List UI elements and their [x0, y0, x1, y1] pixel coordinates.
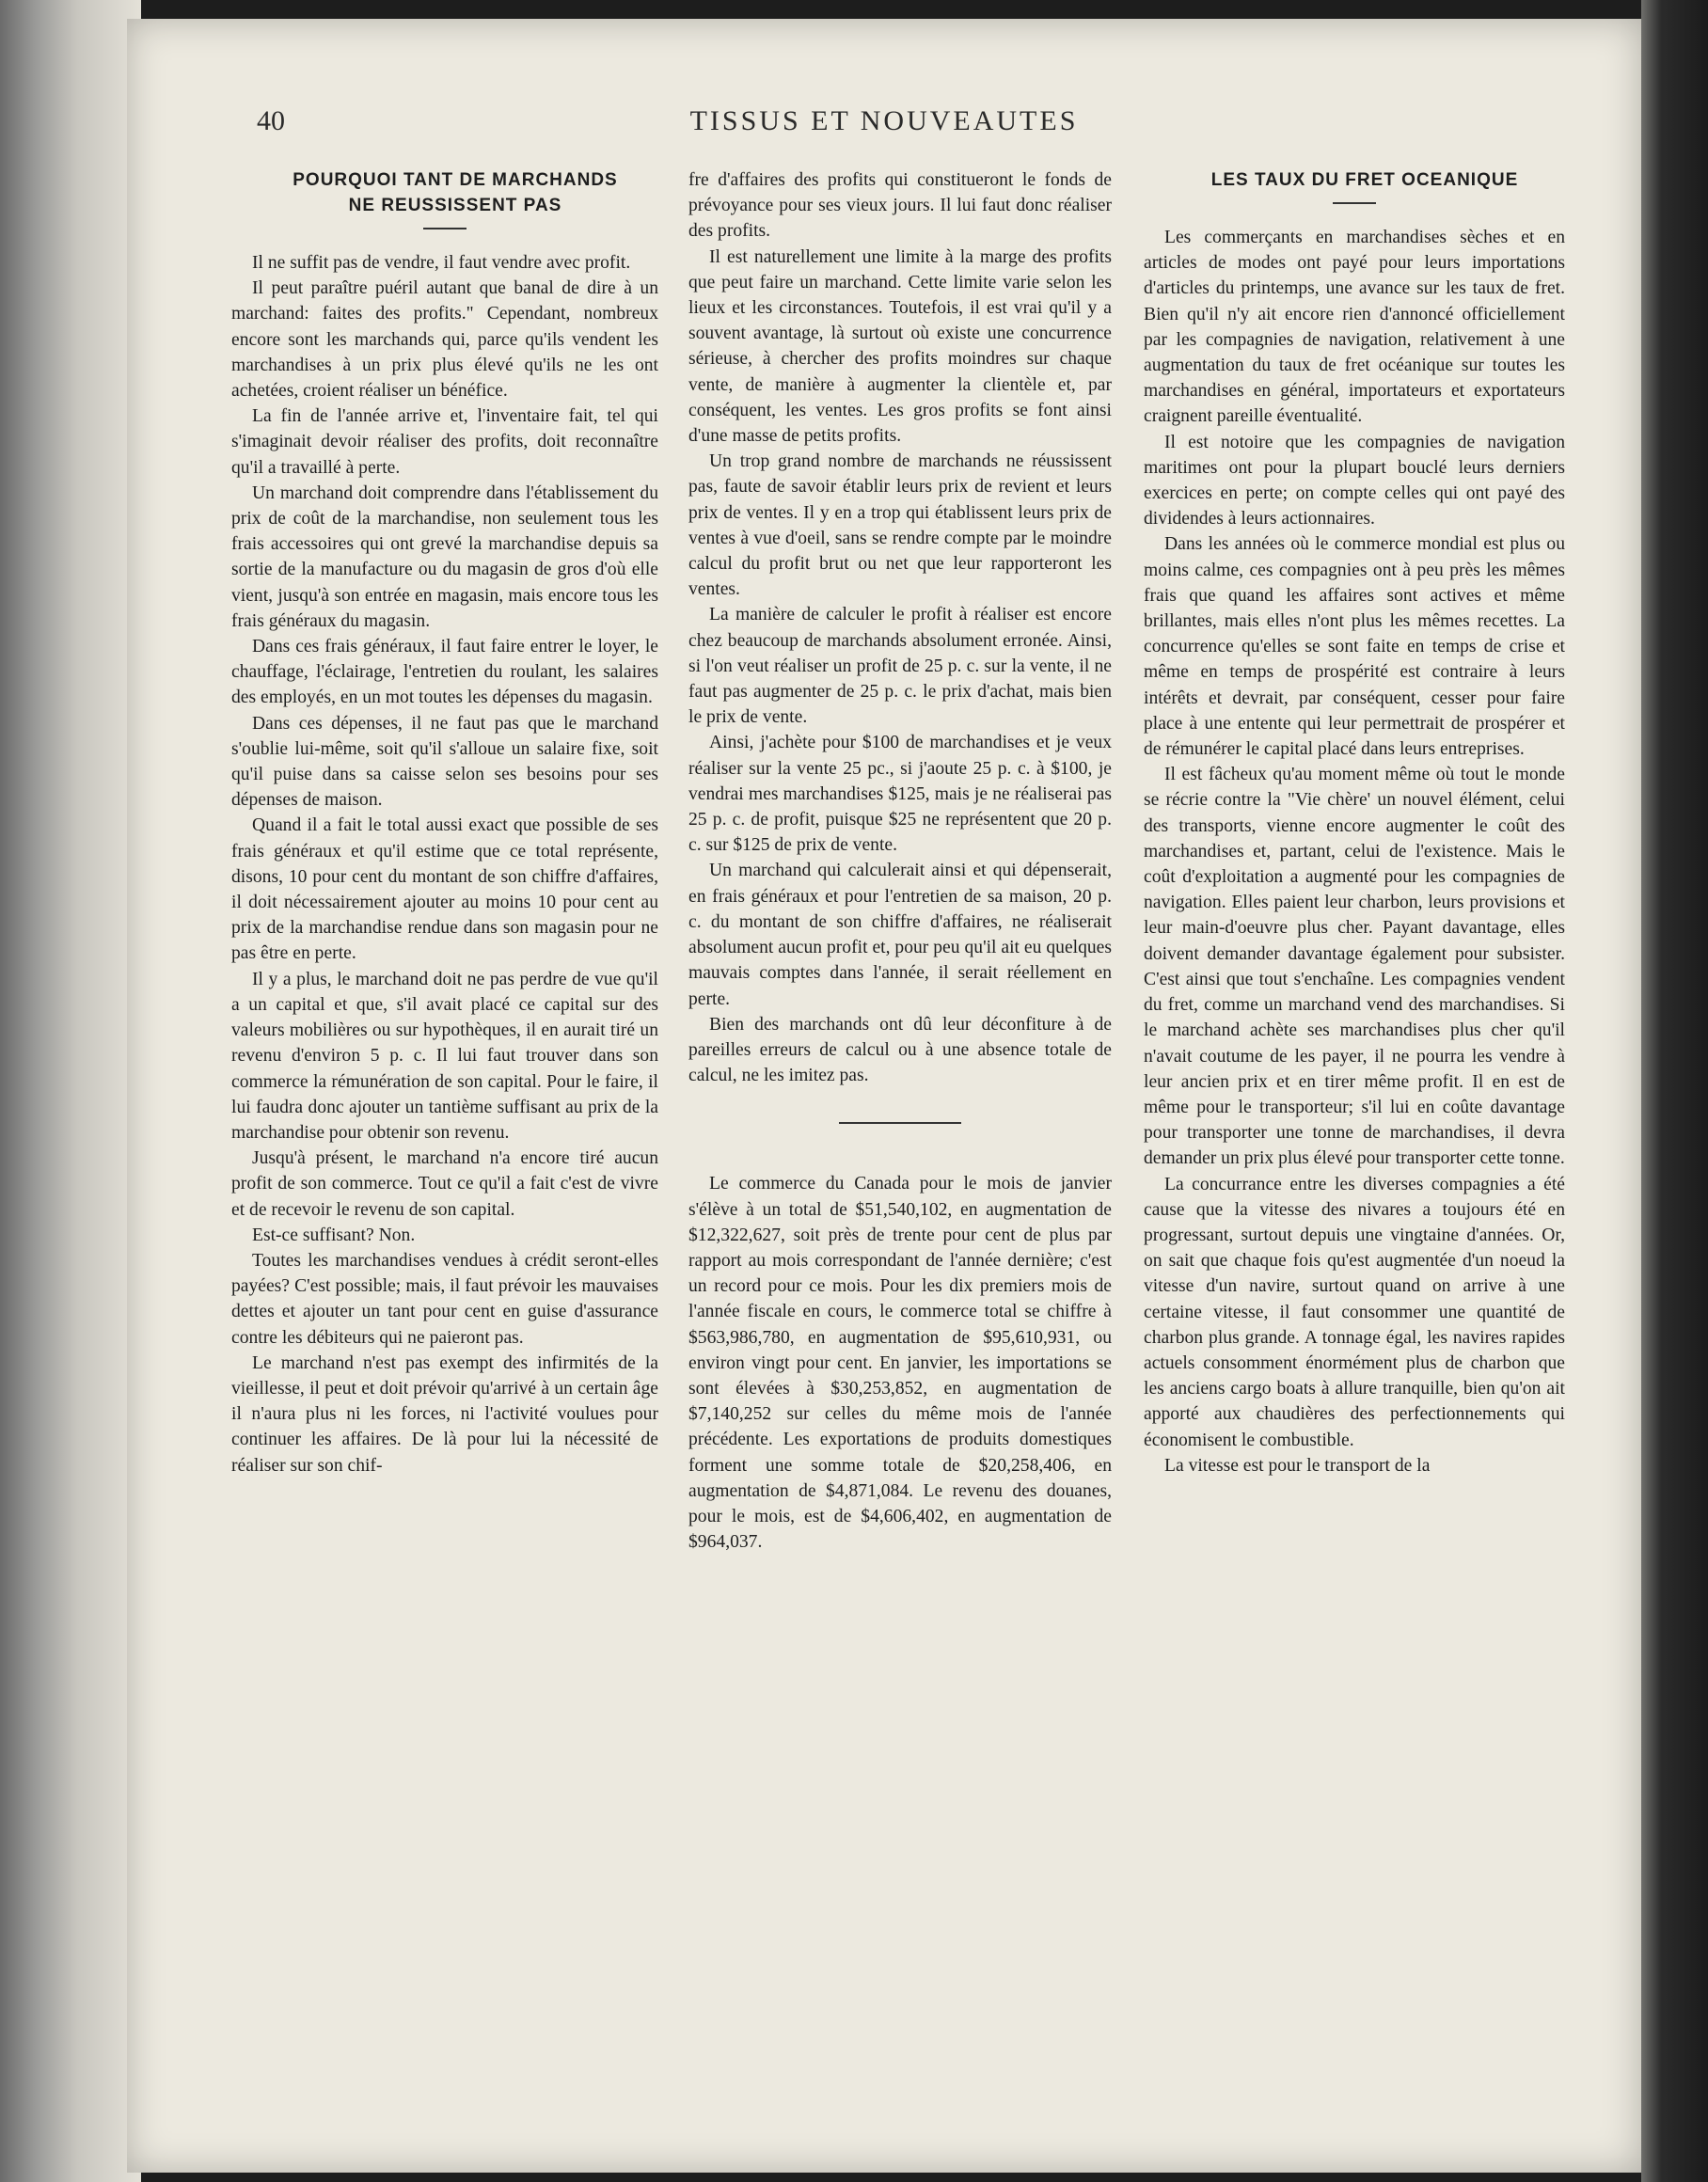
paragraph: Les commerçants en marchandises sèches et en articles de modes ont payé pour leurs importations d'articles du printemps, une avance sur les taux de fret. Bien qu'il n'y ait encore rien d'annoncé officiellement par les compagnies de navigation, relativement à une augmentation du taux de fret océanique sur toutes les marchandises en général, importateurs et exportateurs craignent pareille éventualité. [1144, 228, 1565, 427]
title-rule [1333, 202, 1376, 204]
title-rule [423, 228, 467, 229]
paragraph: Il y a plus, le marchand doit ne pas perdre de vue qu'il a un capital et que, s'il avait placé ce capital sur des valeurs mobilières ou sur hypothèques, il en aurait tiré un revenu d'environ 5 p. c. Il lui faut trouver dans son commerce la rémunération de son capital. Pour le faire, il lui faudra donc ajouter un tantième suffisant au prix de la marchandise pour obtenir son revenu. [231, 969, 658, 1143]
paragraph: Est-ce suffisant? Non. [252, 1225, 416, 1245]
paragraph: Il est fâcheux qu'au moment même où tout le monde se récrie contre la "Vie chère' un nouvel élément, celui des transports, vienne encore augmenter le coût des marchandises et, partant, celui de l'existence. Mais le coût d'exploitation a augmenté pour les compagnies de navigation. Elles paient leur charbon, leurs provisions et leur main-d'oeuvre plus cher. Payant davantage, elles doivent demander davantage également pour subsister. C'est ainsi que tout s'enchaîne. Les compagnies vendent du fret, comme un marchand vend des marchandises. Si le marchand achète ses marchandises plus cher qu'il n'avait coutume de les payer, il ne pourra les vendre à leur ancien prix et en tirer même profit. Il en est de même pour le transporteur; s'il lui en coûte davantage pour transporter une tonne de marchandises, il devra demander un prix plus élevé pour transporter cette tonne. [1144, 765, 1565, 1169]
book-binding-edge [0, 0, 141, 2182]
paragraph: Le commerce du Canada pour le mois de janvier s'élève à un total de $51,540,102, en augmentation de $12,322,627, soit près de trente pour cent de plus par rapport au mois correspondant de l'année dernière; c'est un record pour ce mois. Pour les dix premiers mois de l'année fiscale en cours, le commerce total se chiffre à $563,986,780, en augmentation de $95,610,931, ou environ vingt pour cent. En janvier, les importations se sont élevées à $30,253,852, en augmentation de $7,140,252 sur celles du même mois de l'année précédente. Les exportations de produits domestiques forment une somme totale de $20,258,406, en augmentation de $4,871,084. Le revenu des douanes, pour le mois, est de $4,606,402, en augmentation de $964,037. [688, 1174, 1112, 1553]
paragraph: La vitesse est pour le transport de la [1164, 1455, 1431, 1476]
paragraph: Il est notoire que les compagnies de navigation maritimes ont pour la plupart bouclé leurs derniers exercices en perte; on compte celles qui ont payé des dividendes à leurs actionnaires. [1144, 432, 1565, 530]
article-title-line-2: NE REUSSISSENT PAS [348, 196, 562, 215]
page-header [127, 105, 1641, 152]
paragraph: Dans les années où le commerce mondial est plus ou moins calme, ces compagnies ont à peu près les mêmes frais que quand les affaires sont actives et même brillantes, mais elles n'ont plus les mêmes recettes. La concurrence qu'elles se sont faite en temps de crise et même en temps de prospérité est contraire à leurs intérêts et devrait, par conséquent, cesser pour faire place à une entente qui leur permettrait de prospérer et de rémunérer le capital placé dans leurs entreprises. [1144, 534, 1565, 760]
paragraph: Quand il a fait le total aussi exact que possible de ses frais généraux et qu'il estime que ce total représente, disons, 10 pour cent du montant de son chiffre d'affaires, il doit nécessairement ajouter au moins 10 pour cent au prix de la marchandise rendue dans son magasin pour ne pas être en perte. [231, 815, 658, 964]
section-divider-rule [839, 1122, 961, 1124]
paragraph: Dans ces frais généraux, il faut faire entrer le loyer, le chauffage, l'éclairage, l'entretien du roulant, les salaires des employés, en un mot toutes les dépenses du magasin. [231, 637, 658, 708]
paragraph: Ainsi, j'achète pour $100 de marchandises et je veux réaliser sur la vente 25 pc., si j'aoute 25 p. c. à $100, je vendrai mes marchandises $125, mais je ne réaliserai pas 25 p. c. de profit, puisque $25 ne représentent que 20 p. c. sur $125 de prix de vente. [688, 733, 1112, 856]
paragraph: Un marchand doit comprendre dans l'établissement du prix de coût de la marchandise, non seulement tous les frais accessoires qui ont grevé la marchandise depuis sa sortie de la manufacture ou du magasin de gros d'où elle vient, jusqu'à son entrée en magasin, mais encore tous les frais généraux du magasin. [231, 482, 658, 631]
paragraph: La fin de l'année arrive et, l'inventaire fait, tel qui s'imaginait devoir réaliser des profits, doit reconnaître qu'il a travaillé à perte. [231, 406, 658, 478]
paragraph: Il est naturellement une limite à la marge des profits que peut faire un marchand. Cette limite varie selon les lieux et les circonstances. Toutefois, il est vrai qu'il y a souvent avantage, là surtout où existe une concurrence sérieuse, à chercher des profits moindres sur chaque vente, de manière à augmenter la clientèle et, par conséquent, les ventes. Les gros profits se font ainsi d'une masse de petits profits. [688, 246, 1112, 447]
paragraph: Jusqu'à présent, le marchand n'a encore tiré aucun profit de son commerce. Tout ce qu'il a fait c'est de vivre et de recevoir le revenu de son capital. [231, 1148, 658, 1220]
paragraph: Bien des marchands ont dû leur déconfiture à de pareilles erreurs de calcul ou à une absence totale de calcul, ne les imitez pas. [688, 1014, 1112, 1086]
next-page-edge [1641, 0, 1708, 2182]
column-2 [688, 167, 1112, 1555]
paragraph: Un marchand qui calculerait ainsi et qui dépenserait, en frais généraux et pour l'entretien de sa maison, 20 p. c. du montant de son chiffre d'affaires, ne réaliserait absolument aucun profit et, pour peu qu'il ait eu quelques mauvais comptes dans l'année, il serait réellement en perte. [688, 861, 1112, 1009]
paragraph: Dans ces dépenses, il ne faut pas que le marchand s'oublie lui-même, soit qu'il s'alloue un salaire fixe, soit qu'il puise dans sa caisse selon ses besoins pour ses dépenses de maison. [231, 713, 658, 811]
paragraph: Il peut paraître puéril autant que banal de dire à un marchand: faites des profits." Cependant, nombreux encore sont les marchands qui, parce qu'ils vendent les marchandises à un prix plus élevé qu'ils ne les ont achetées, croient réaliser un bénéfice. [231, 278, 658, 402]
paragraph-continuation: fre d'affaires des profits qui constitueront le fonds de prévoyance pour ses vieux jours. Il lui faut donc réaliser des profits. [688, 170, 1112, 242]
paragraph: Un trop grand nombre de marchands ne réussissent pas, faute de savoir établir leurs prix de revient et leurs prix de ventes. Il y en a trop qui établissent leurs prix de ventes à vue d'oeil, sans se rendre compte par le moindre calcul du profit brut ou net que leur rapporteront les ventes. [688, 451, 1112, 600]
paragraph: Il ne suffit pas de vendre, il faut vendre avec profit. [252, 253, 631, 273]
article-title-line-1: POURQUOI TANT DE MARCHANDS [293, 170, 618, 190]
paragraph: La manière de calculer le profit à réaliser est encore chez beaucoup de marchands absolument erronée. Ainsi, si l'on veut réaliser un profit de 25 p. c. sur la vente, il ne faut pas augmenter de 25 p. c. le prix d'achat, mais bien le prix de vente. [688, 605, 1112, 728]
paragraph: Le marchand n'est pas exempt des infirmités de la vieillesse, il peut et doit prévoir qu'arrivé à un certain âge il n'aura plus ni les forces, ni l'activité voulues pour continuer les affaires. De là pour lui la nécessité de réaliser sur son chif- [231, 1352, 658, 1476]
page-number: 40 [257, 105, 285, 136]
column-1 [231, 167, 658, 1478]
article-title: LES TAUX DU FRET OCEANIQUE [1210, 170, 1519, 190]
running-title: TISSUS ET NOUVEAUTES [689, 105, 1079, 136]
paragraph: La concurrance entre les diverses compagnies a été cause que la vitesse des nivares a toujours été en progressant, surtout depuis une vingtaine d'années. Or, on sait que chaque fois qu'est augmentée d'un noeud la vitesse d'un navire, surtout quand on arrive à une certaine vitesse, il faut consommer une quantité de charbon plus grande. A tonnage égal, les navires rapides actuels consomment énormément plus de charbon que les anciens cargo boats à allure tranquille, bien qu'on ait apporté aux chaudières des perfectionnements qui économisent le combustible. [1144, 1174, 1565, 1450]
paragraph: Toutes les marchandises vendues à crédit seront-elles payées? C'est possible; mais, il faut prévoir les mauvaises dettes et ajouter un tant pour cent en guise d'assurance contre les débiteurs qui ne paieront pas. [231, 1250, 658, 1348]
column-3 [1144, 167, 1565, 1478]
